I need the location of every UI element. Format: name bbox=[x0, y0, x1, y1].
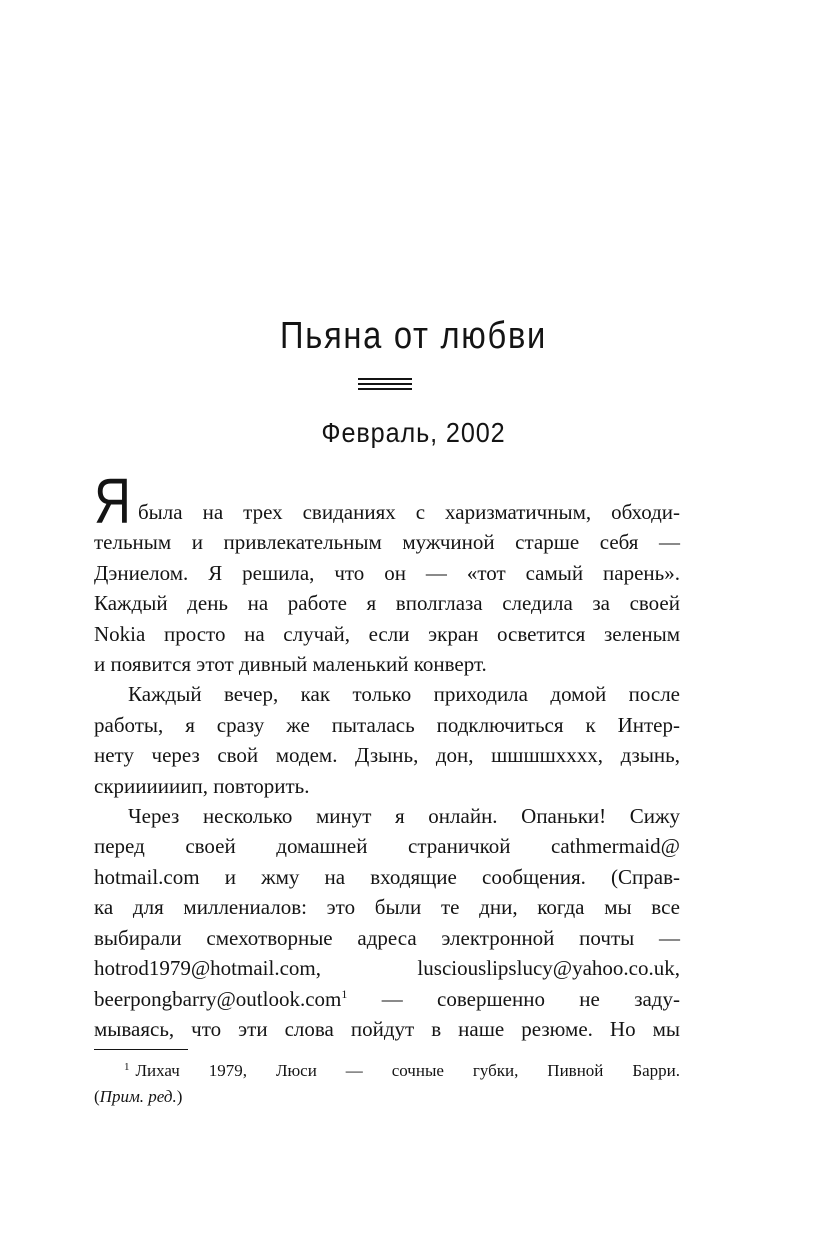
text-line: и появится этот дивный маленький конверт. bbox=[94, 652, 487, 677]
footnote bbox=[94, 1054, 680, 1110]
text-line: Дэниелом. Я решила, что он — «тот самый парень». bbox=[94, 560, 680, 585]
email-text: beerpongbarry@outlook.com bbox=[94, 986, 342, 1011]
text-line: мываясь, что эти слова пойдут в наше резюме. Но мы bbox=[94, 1016, 680, 1041]
paragraph-3 bbox=[94, 801, 680, 1044]
text-line: Каждый день на работе я вполглаза следила за своей bbox=[94, 591, 680, 616]
title-ornament bbox=[358, 378, 412, 394]
text-line: работы, я сразу же пыталась подключиться к Интер- bbox=[94, 712, 680, 737]
text-line: Через несколько минут я онлайн. Опаньки! Сижу bbox=[128, 804, 680, 829]
text-line: тельным и привлекательным мужчиной старше себя — bbox=[94, 530, 680, 555]
footnote-paren-close: ) bbox=[176, 1087, 183, 1106]
text-line: перед своей домашней страничкой cathmermaid@ bbox=[94, 834, 680, 859]
text-line: скриииииип, повторить. bbox=[94, 773, 310, 798]
body-text bbox=[94, 465, 680, 1044]
footnote-text: Лихач 1979, Люси — сочные губки, Пивной Барри. bbox=[135, 1061, 680, 1080]
text-line: Каждый вечер, как только приходила домой после bbox=[128, 682, 680, 707]
paragraph-2 bbox=[94, 679, 680, 801]
text-line: нету через свой модем. Дзынь, дон, шшшшхххх, дзынь, bbox=[94, 743, 680, 768]
footnote-line bbox=[94, 1054, 680, 1084]
text-line: была на трех свиданиях с харизматичным, обходи- bbox=[138, 500, 680, 524]
chapter-title: Пьяна от любви bbox=[279, 315, 548, 357]
text-line: hotmail.com и жму на входящие сообщения. (Справ- bbox=[94, 864, 680, 889]
text-line: Nokia просто на случай, если экран осветится зеленым bbox=[94, 621, 680, 646]
text-line: hotrod1979@hotmail.com, lusciouslipslucy@yahoo.co.uk, bbox=[94, 956, 680, 981]
footnote-editor-note: Прим. ред. bbox=[99, 1087, 177, 1106]
footnote-paren-open: ( bbox=[94, 1087, 100, 1106]
text-line: выбирали смехотворные адреса электронной почты — bbox=[94, 925, 680, 950]
footnote-mark: 1 bbox=[124, 1061, 130, 1073]
paragraph-1 bbox=[94, 465, 680, 679]
footnote-divider bbox=[94, 1049, 188, 1050]
drop-cap: Я bbox=[94, 465, 131, 537]
text-line: ка для миллениалов: это были те дни, когда мы все bbox=[94, 895, 680, 920]
text-line bbox=[94, 984, 680, 1014]
text-fragment: — совершенно не заду- bbox=[347, 986, 680, 1011]
footnote-reference: 1 bbox=[341, 986, 348, 1001]
footnote-line bbox=[94, 1084, 680, 1110]
chapter-date: Февраль, 2002 bbox=[321, 417, 506, 448]
